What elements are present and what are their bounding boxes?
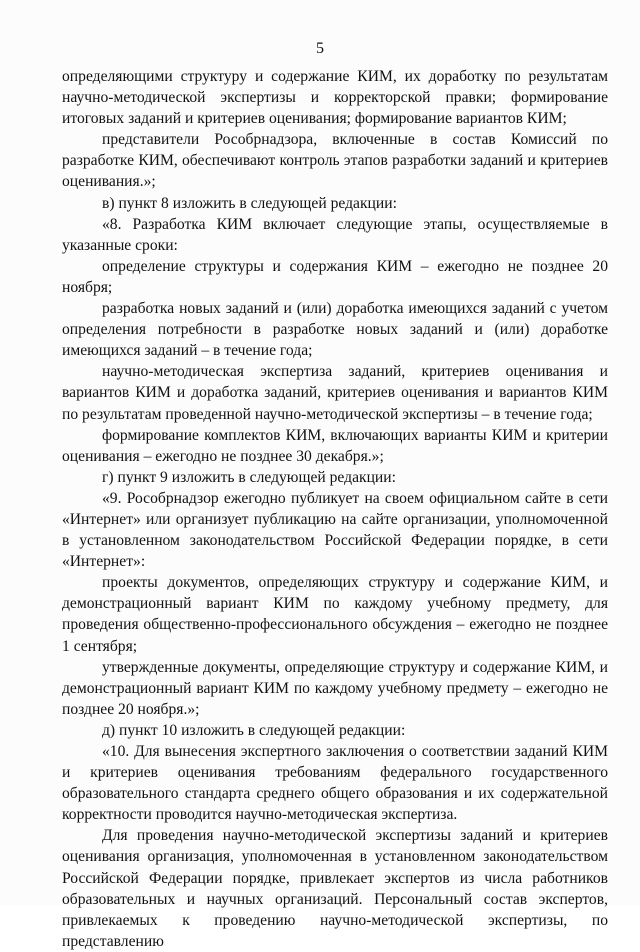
- paragraph-clause-8: «8. Разработка КИМ включает следующие этапы, осуществляемые в указанные сроки:: [62, 215, 608, 254]
- paragraph-clause-9: «9. Рособрнадзор ежегодно публикует на своем официальном сайте в сети «Интернет» или организует публикацию на сайте организации, уполномоченной в установленном законодательством Российской Федерации порядке, в сети «Интернет»:: [62, 489, 608, 571]
- paragraph-stage-new-tasks: разработка новых заданий и (или) доработка имеющихся заданий с учетом определения потребности в разработке новых заданий и (или) доработке имеющихся заданий – в течение года;: [62, 300, 608, 360]
- paragraph-item-v: в) пункт 8 изложить в следующей редакции:: [102, 194, 397, 212]
- paragraph-experts: Для проведения научно-методической экспертизы заданий и критериев оценивания организация, уполномоченная в установленном законодательством Российской Федерации порядке, привлекает экспертов из числа работников образовательных и научных организаций. Персональный состав экспертов, привлекаемых к проведению научно-методической экспертизы, по представлению: [62, 827, 608, 950]
- paragraph-draft-documents: проекты документов, определяющих структуру и содержание КИМ, и демонстрационный вариант КИМ по каждому учебному предмету, для проведения общественно-профессионального обсуждения – ежегодно не позднее 1 сентября;: [62, 574, 608, 655]
- paragraph-approved-documents: утвержденные документы, определяющие структуру и содержание КИМ, и демонстрационный вариант КИМ по каждому учебному предмету – ежегодно не позднее 20 ноября.»;: [62, 658, 608, 718]
- paragraph-item-d: д) пункт 10 изложить в следующей редакции:: [102, 721, 406, 739]
- paragraph-continuation: определяющими структуру и содержание КИМ, их доработку по результатам научно-методической экспертизы и корректорской правки; формирование итоговых заданий и критериев оценивания; формирование вариантов КИМ;: [62, 68, 608, 128]
- paragraph-item-g: г) пункт 9 изложить в следующей редакции:: [102, 468, 396, 486]
- paragraph-stage-sets: формирование комплектов КИМ, включающих варианты КИМ и критерии оценивания – ежегодно не позднее 30 декабря.»;: [62, 426, 608, 465]
- paragraph-clause-10: «10. Для вынесения экспертного заключения о соответствии заданий КИМ и критериев оценивания требованиям федерального государственного образовательного стандарта среднего общего образования и их содержательной корректности проводится научно-методическая экспертиза.: [62, 743, 608, 824]
- paragraph-stage-structure: определение структуры и содержания КИМ – ежегодно не позднее 20 ноября;: [62, 257, 608, 296]
- document-body: [62, 66, 608, 952]
- page-number: 5: [316, 40, 324, 57]
- paragraph-stage-expertise: научно-методическая экспертиза заданий, критериев оценивания и вариантов КИМ и доработка заданий, критериев оценивания и вариантов КИМ по результатам проведенной научно-методической экспертизы – в течение года;: [62, 363, 608, 423]
- paragraph-rosobrnadzor-representatives: представители Рособрнадзора, включенные в состав Комиссий по разработке КИМ, обеспечивают контроль этапов разработки заданий и критериев оценивания.»;: [62, 131, 608, 191]
